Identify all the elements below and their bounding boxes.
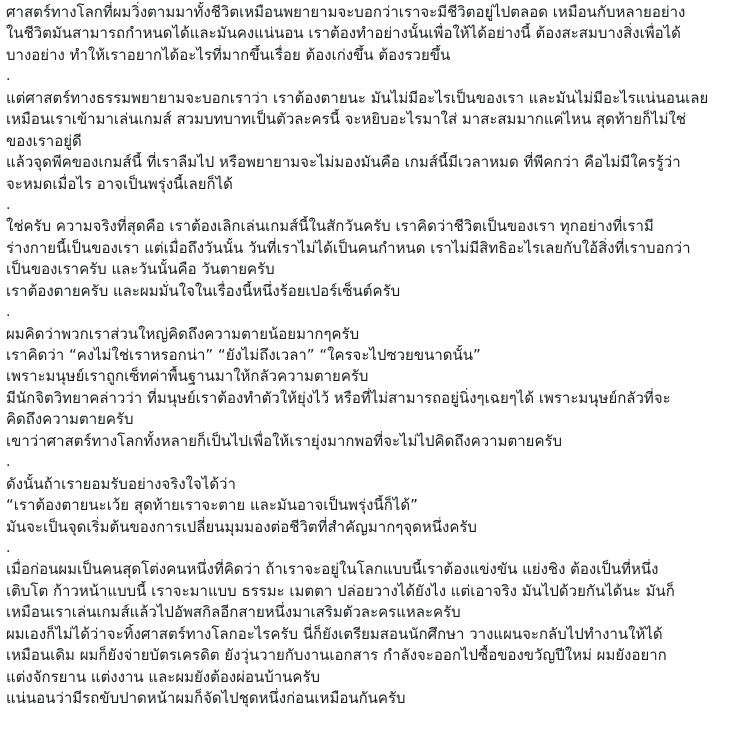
post-line: ผมเองก็ไม่ได้ว่าจะทิ้งศาสตร์ทางโลกอะไรครับ นี่ก็ยังเตรียมสอนนักศึกษา วางแผนจะกลับไปทำงานให้ได้ <box>6 624 663 643</box>
post-line: แน่นอนว่ามีรถขับปาดหน้าผมก็จัดไปชุดหนึ่งก่อนเหมือนกันครับ <box>6 689 406 707</box>
post-line: “เราต้องตายนะเว้ย สุดท้ายเราจะตาย และมันอาจเป็นพรุ่งนี้ก็ได้” <box>6 496 418 515</box>
post-line: เป็นของเราครับ และวันนั้นคือ วันตายครับ <box>6 260 275 279</box>
post-line: เหมือนเราเข้ามาเล่นเกมส์ สวมบทบาทเป็นตัวละครนี้ จะหยิบอะไรมาใส่ มาสะสมมากแค่ไหน สุดท้ายก็ไม่ใช่ <box>6 110 687 129</box>
post-line: มีนักจิตวิทยาคล่าวว่า ที่มนุษย์เราต้องทำตัวให้ยุ่งไว้ หรือที่ไม่สามารถอยู่นิ่งๆเฉยๆได้ เพราะมนุษย์กลัวที่จะ <box>6 388 671 407</box>
post-line: ในชีวิตมันสามารถกำหนดได้และมันคงแน่นอน เราต้องทำอย่างนั้นเพื่อให้ได้อย่างนี้ ต้องสะสมบางสิ่งเพื่อได้ <box>6 24 681 43</box>
post-line: เติบโต ก้าวหน้าแบบนี้ เราจะมาแบบ ธรรมะ เมตตา ปล่อยวางได้ยังไง แต่เอาจริง มันไปด้วยกันได้นะ มันก็ <box>6 581 675 600</box>
post-line: เราคิดว่า “คงไม่ใช่เราหรอกน่า” “ยังไม่ถึงเวลา” “ใครจะไปซวยขนาดนั้น” <box>6 346 481 364</box>
post-line: แต่งจักรยาน แต่งงาน และผมยังต้องผ่อนบ้านครับ <box>6 667 321 686</box>
post-line: เหมือนเราเล่นเกมส์แล้วไปอัพสกิลอีกสายหนึ่งมาเสริมตัวละครแหละครับ <box>6 603 461 622</box>
post-line: เมื่อก่อนผมเป็นคนสุดโต่งคนหนึ่งที่คิดว่า ถ้าเราจะอยู่ในโลกแบบนี้เราต้องแข่งขัน แย่งชิง ต้องเป็นที่หนึ่ง <box>6 560 659 579</box>
post-line: เขาว่าศาสตร์ทางโลกทั้งหลายก็เป็นไปเพื่อให้เรายุ่งมากพอที่จะไม่ไปคิดถึงความตายครับ <box>6 431 563 450</box>
post-line: ร่างกายนี้เป็นของเรา แต่เมื่อถึงวันนั้น วันที่เราไม่ได้เป็นคนกำหนด เราไม่มีสิทธิอะไรเลยกับใอ้สิ่งที่เราบอกว่า <box>6 238 691 257</box>
post-body <box>6 2 728 709</box>
post-line: มันจะเป็นจุดเริ่มต้นของการเปลี่ยนมุมมองต่อชีวิตที่สำคัญมากๆจุดหนึ่งครับ <box>6 517 477 536</box>
paragraph-separator: . <box>6 304 11 321</box>
post-line: แล้วจุดพีคของเกมส์นี้ ที่เราลืมไป หรือพยายามจะไม่มองมันคือ เกมส์นี้มีเวลาหมด ที่พีคกว่า คือไม่มีใครรู้ว่า <box>6 153 681 172</box>
post-line: ของเราอยู่ดี <box>6 131 82 150</box>
post-line: ศาสตร์ทางโลกที่ผมวิ่งตามมาทั้งชีวิตเหมือนพยายามจะบอกว่าเราจะมีชีวิตอยู่ไปตลอด เหมือนกับหลายอย่าง <box>6 3 686 21</box>
post-line: คิดถึงความตายครับ <box>6 410 134 429</box>
post-line: บางอย่าง ทำให้เราอยากได้อะไรที่มากขึ้นเรื่อย ต้องเก่งขึ้น ต้องรวยขึ้น <box>6 45 451 64</box>
post-line: จะหมดเมื่อไร อาจเป็นพรุ่งนี้เลยก็ได้ <box>6 174 233 193</box>
post-line: แต่ศาสตร์ทางธรรมพยายามจะบอกเราว่า เราต้องตายนะ มันไม่มีอะไรเป็นของเรา และมันไม่มีอะไรแน่นอนเลย <box>6 88 709 107</box>
post-line: ผมคิดว่าพวกเราส่วนใหญ่คิดถึงความตายน้อยมากๆครับ <box>6 324 360 343</box>
paragraph-separator: . <box>6 454 11 471</box>
paragraph-separator: . <box>6 539 11 556</box>
post-line: ใช่ครับ ความจริงที่สุดคือ เราต้องเลิกเล่นเกมส์นี้ในสักวันครับ เราคิดว่าชีวิตเป็นของเรา ทุกอย่างที่เรามี <box>6 217 654 236</box>
paragraph-separator: . <box>6 68 11 85</box>
paragraph-separator: . <box>6 196 11 213</box>
post-line: เหมือนเดิม ผมก็ยังจ่ายบัตรเครดิต ยังวุ่นวายกับงานเอกสาร กำลังจะออกไปซื้อของขวัญปีใหม่ ผมยังอยาก <box>6 646 667 665</box>
post-line: ดังนั้นถ้าเรายอมรับอย่างจริงใจได้ว่า <box>6 474 236 493</box>
post-line: เราต้องตายครับ และผมมั่นใจในเรื่องนี้หนึ่งร้อยเปอร์เซ็นต์ครับ <box>6 281 401 300</box>
post-line: เพราะมนุษย์เราถูกเซ็ทค่าพื้นฐานมาให้กลัวความตายครับ <box>6 367 369 386</box>
